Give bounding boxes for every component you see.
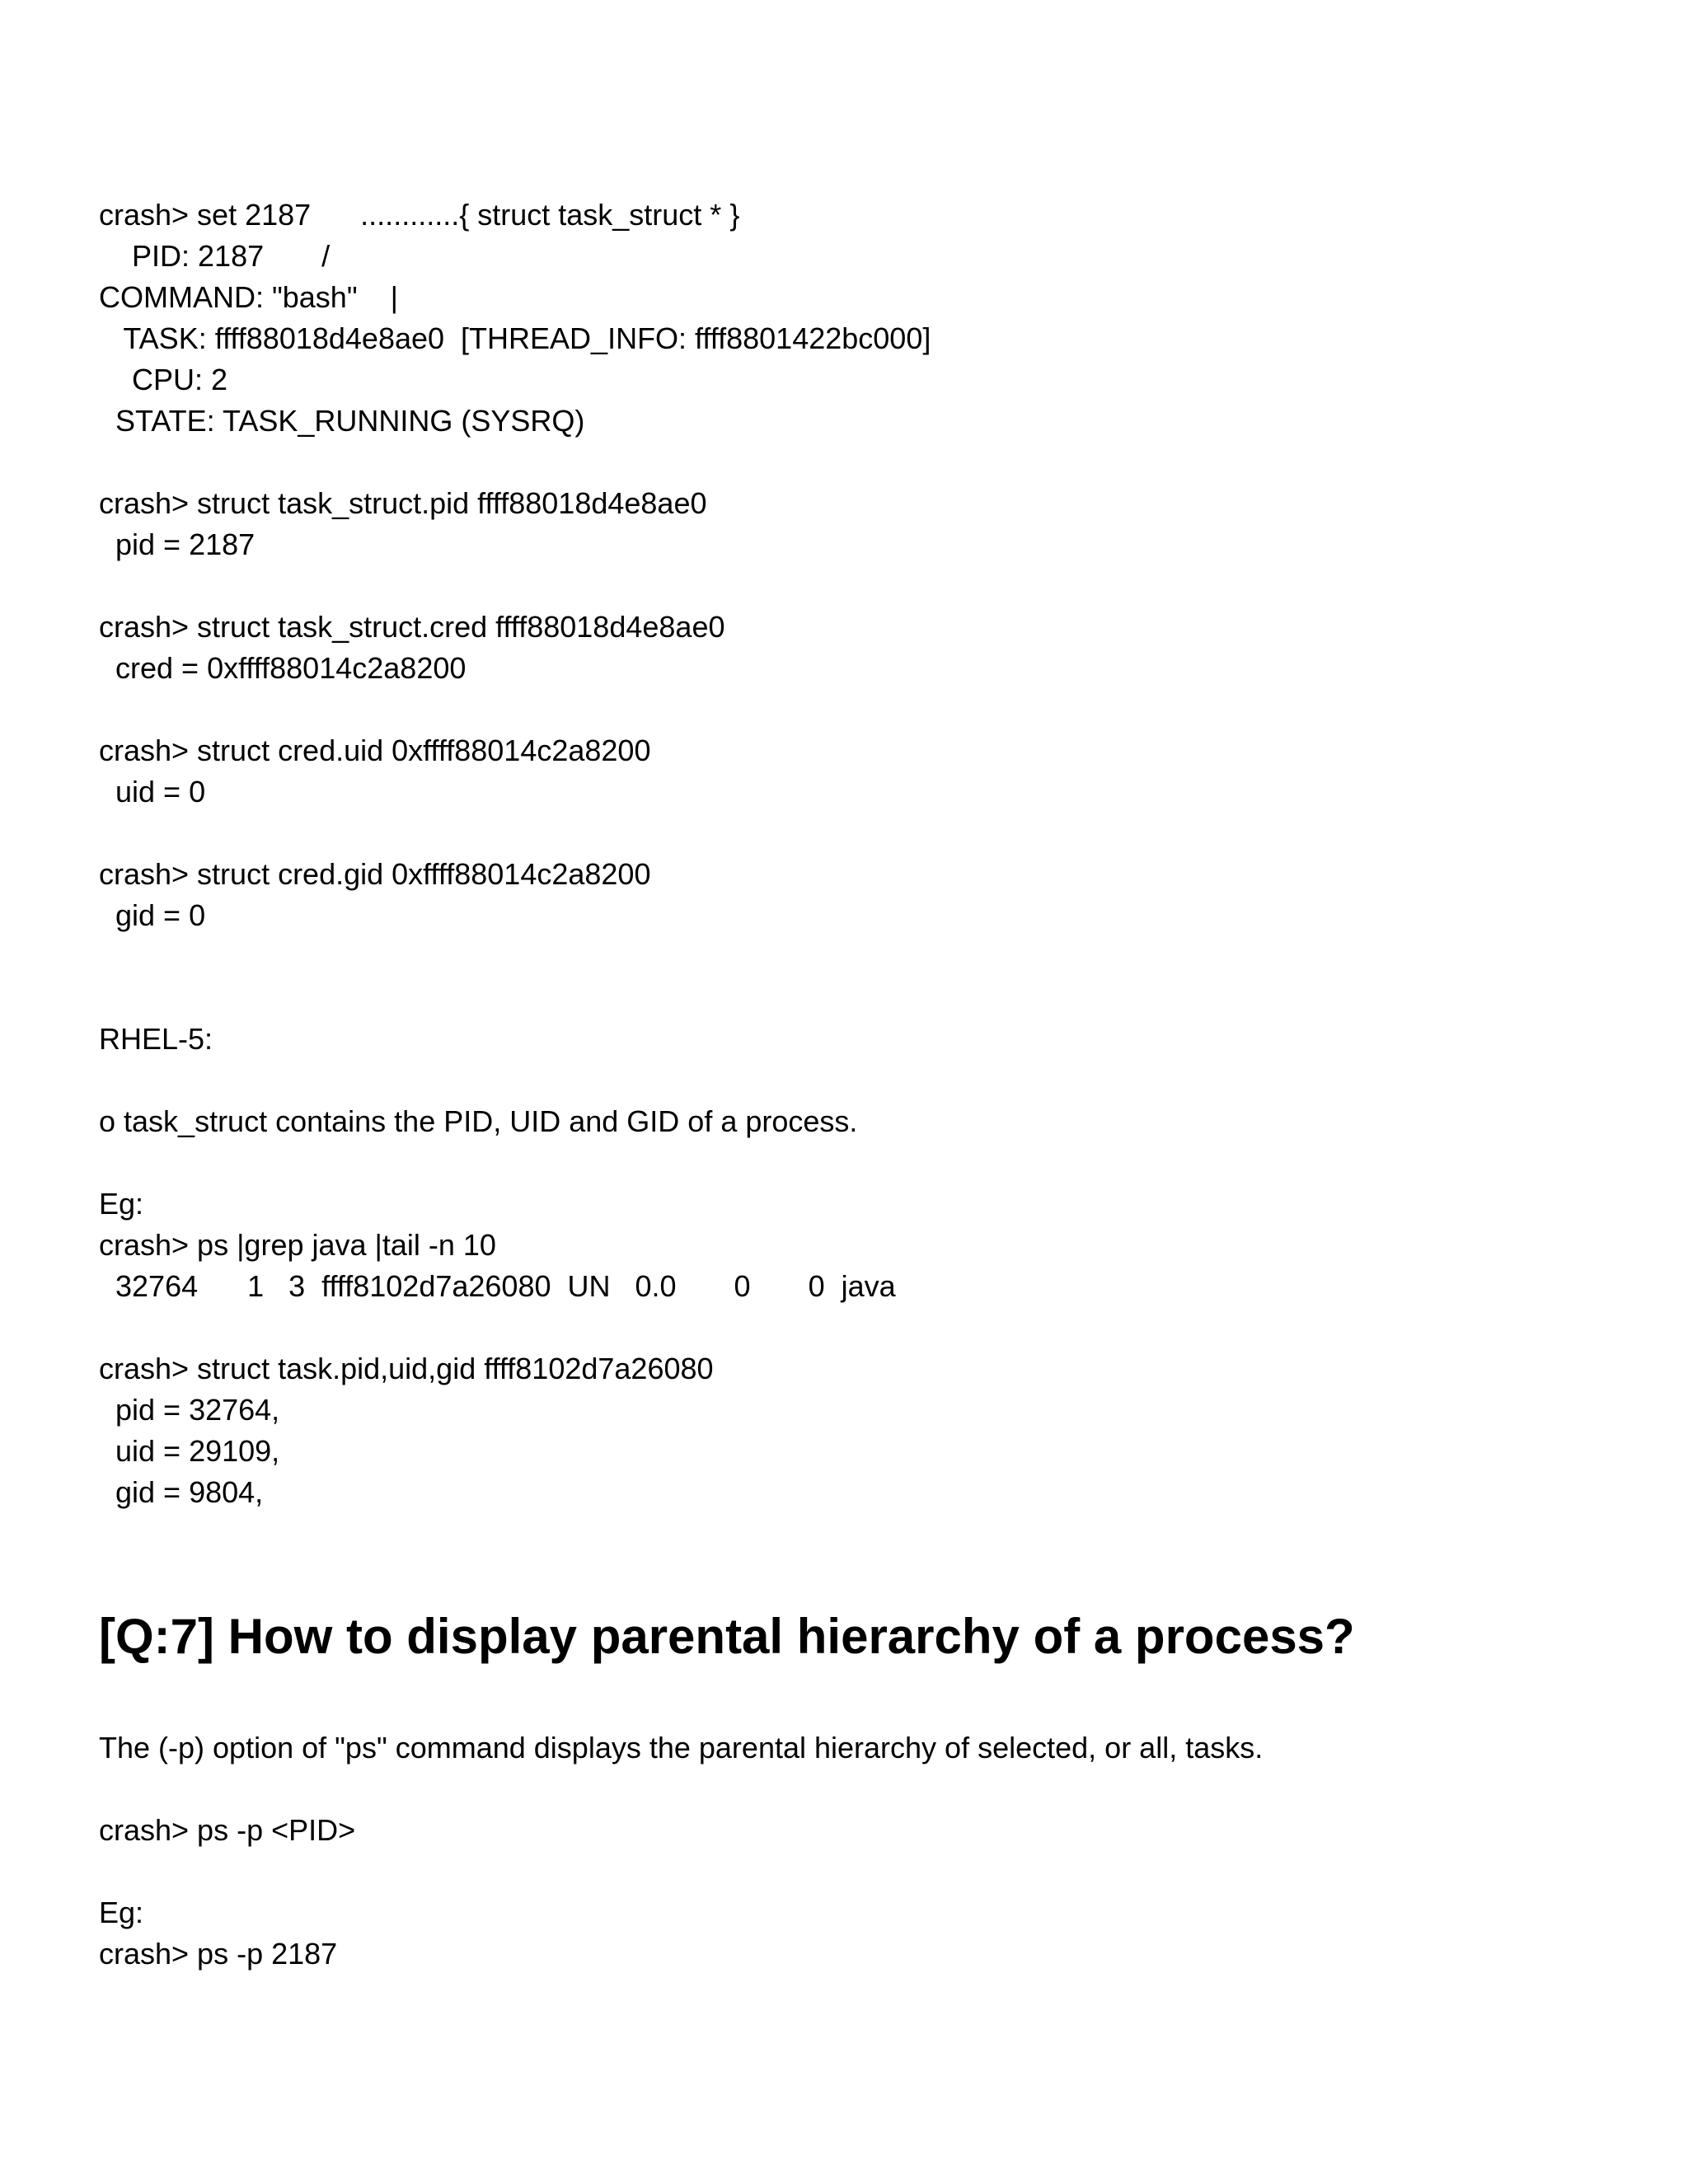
code-line: uid = 0: [99, 775, 206, 808]
example-label: Eg:: [99, 1187, 144, 1221]
code-line: crash> set 2187 ............{ struct task_struct * }: [99, 198, 740, 232]
code-line: PID: 2187 /: [99, 239, 331, 273]
code-line: COMMAND: "bash" |: [99, 280, 398, 314]
code-line: uid = 29109,: [99, 1434, 280, 1468]
code-line: TASK: ffff88018d4e8ae0 [THREAD_INFO: ffff8801422bc000]: [99, 321, 931, 355]
code-line: crash> struct task_struct.cred ffff88018d4e8ae0: [99, 610, 725, 644]
question-heading: [Q:7] How to display parental hierarchy of a process?: [99, 1609, 1355, 1664]
body-text: The (-p) option of "ps" command displays the parental hierarchy of selected, or all, tasks.: [99, 1731, 1264, 1765]
code-line: crash> struct task.pid,uid,gid ffff8102d7a26080: [99, 1352, 714, 1385]
section-label: RHEL-5:: [99, 1022, 213, 1056]
code-line: pid = 32764,: [99, 1393, 280, 1427]
code-line: crash> ps |grep java |tail -n 10: [99, 1228, 496, 1262]
code-line: crash> ps -p 2187: [99, 1937, 338, 1971]
code-line: cred = 0xffff88014c2a8200: [99, 651, 467, 685]
code-line: CPU: 2: [99, 363, 228, 396]
code-line: STATE: TASK_RUNNING (SYSRQ): [99, 404, 585, 438]
example-label: Eg:: [99, 1896, 144, 1929]
code-line: crash> struct cred.gid 0xffff88014c2a8200: [99, 857, 651, 891]
code-line: crash> struct task_struct.pid ffff88018d4e8ae0: [99, 486, 707, 520]
code-line: pid = 2187: [99, 527, 256, 561]
code-line: crash> struct cred.uid 0xffff88014c2a8200: [99, 733, 651, 767]
code-line: 32764 1 3 ffff8102d7a26080 UN 0.0 0 0 java: [99, 1269, 896, 1303]
body-text: o task_struct contains the PID, UID and GID of a process.: [99, 1104, 858, 1138]
code-line: crash> ps -p <PID>: [99, 1813, 356, 1847]
code-line: gid = 0: [99, 898, 206, 932]
code-line: gid = 9804,: [99, 1475, 264, 1509]
